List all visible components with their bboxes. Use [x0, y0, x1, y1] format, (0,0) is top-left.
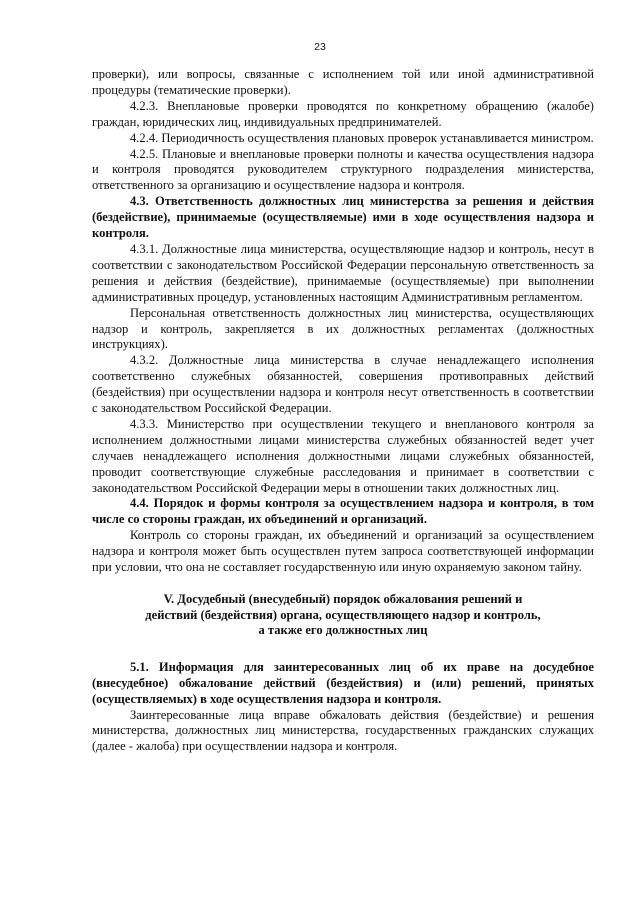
paragraph-p-5-1: 5.1. Информация для заинтересованных лиц об их праве на досудебное (внесудебное) обжалование действий (бездействия) и (или) решений, принятых (осуществляемых) в ходе осуществления надзора и контроля.: [92, 659, 594, 706]
paragraph-p-4-2-4: 4.2.4. Периодичность осуществления плановых проверок устанавливается министром.: [130, 130, 594, 145]
paragraph-p-4-4: 4.4. Порядок и формы контроля за осуществлением надзора и контроля, в том числе со стороны граждан, их объединений и организаций.: [92, 496, 594, 527]
section-v-heading-line: V. Досудебный (внесудебный) порядок обжалования решений и: [163, 592, 523, 606]
paragraph-p-personal: Персональная ответственность должностных лиц министерства, осуществляющих надзор и контроль, закрепляется в их должностных регламентах (должностных инструкциях).: [92, 305, 594, 352]
paragraph-p-interested: Заинтересованные лица вправе обжаловать действия (бездействие) и решения министерства, должностных лиц министерства, государственных гражданских служащих (далее - жалоба) при осуществлении надзора и контроля.: [92, 707, 594, 754]
section-v-heading: [92, 592, 594, 639]
paragraph-p-4-2-5: 4.2.5. Плановые и внеплановые проверки полноты и качества осуществления надзора и контроля проводятся руководителем структурного подразделения министерства, ответственного за организацию и осуществление надзора и контроля.: [92, 146, 594, 193]
section-v-heading-line: действий (бездействия) органа, осуществляющего надзор и контроль,: [145, 607, 541, 622]
document-body: [92, 67, 594, 755]
paragraph-p-cont: проверки), или вопросы, связанные с исполнением той или иной административной процедуры (тематические проверки).: [92, 67, 594, 97]
paragraph-p-control: Контроль со стороны граждан, их объединений и организаций за осуществлением надзора и контроля может быть осуществлен путем запроса соответствующей информации при условии, что она не составляет государственную или иную охраняемую законом тайну.: [92, 528, 594, 575]
section-4-text: [92, 67, 594, 576]
paragraph-p-4-3-1: 4.3.1. Должностные лица министерства, осуществляющие надзор и контроль, несут в соответствии с законодательством Российской Федерации персональную ответственность за решения и действия (бездействие), принимаемые (осуществляемые) при выполнении административных процедур, установленных настоящим Административным регламентом.: [92, 241, 594, 304]
paragraph-p-4-3-2: 4.3.2. Должностные лица министерства в случае ненадлежащего исполнения соответственно служебных обязанностей, совершения противоправных действий (бездействия) при осуществлении надзора и контроля несут ответственность в соответствии с законодательством Российской Федерации.: [92, 353, 594, 416]
section-v-heading-line: а также его должностных лиц: [258, 623, 428, 638]
paragraph-p-4-2-3: 4.2.3. Внеплановые проверки проводятся по конкретному обращению (жалобе) граждан, юридических лиц, индивидуальных предпринимателей.: [92, 98, 594, 129]
paragraph-p-4-3: 4.3. Ответственность должностных лиц министерства за решения и действия (бездействие), принимаемые (осуществляемые) ими в ходе осуществления надзора и контроля.: [92, 194, 594, 241]
section-5-text: [92, 660, 594, 755]
page-number: 23: [314, 41, 326, 53]
paragraph-p-4-3-3: 4.3.3. Министерство при осуществлении текущего и внепланового контроля за исполнением должностными лицами министерства служебных обязанностей ведет учет случаев ненадлежащего исполнения должностными лицами служебных обязанностей, проводит соответствующие служебные расследования и принимает в соответствии с законодательством Российской Федерации меры в отношении таких должностных лиц.: [92, 416, 594, 495]
